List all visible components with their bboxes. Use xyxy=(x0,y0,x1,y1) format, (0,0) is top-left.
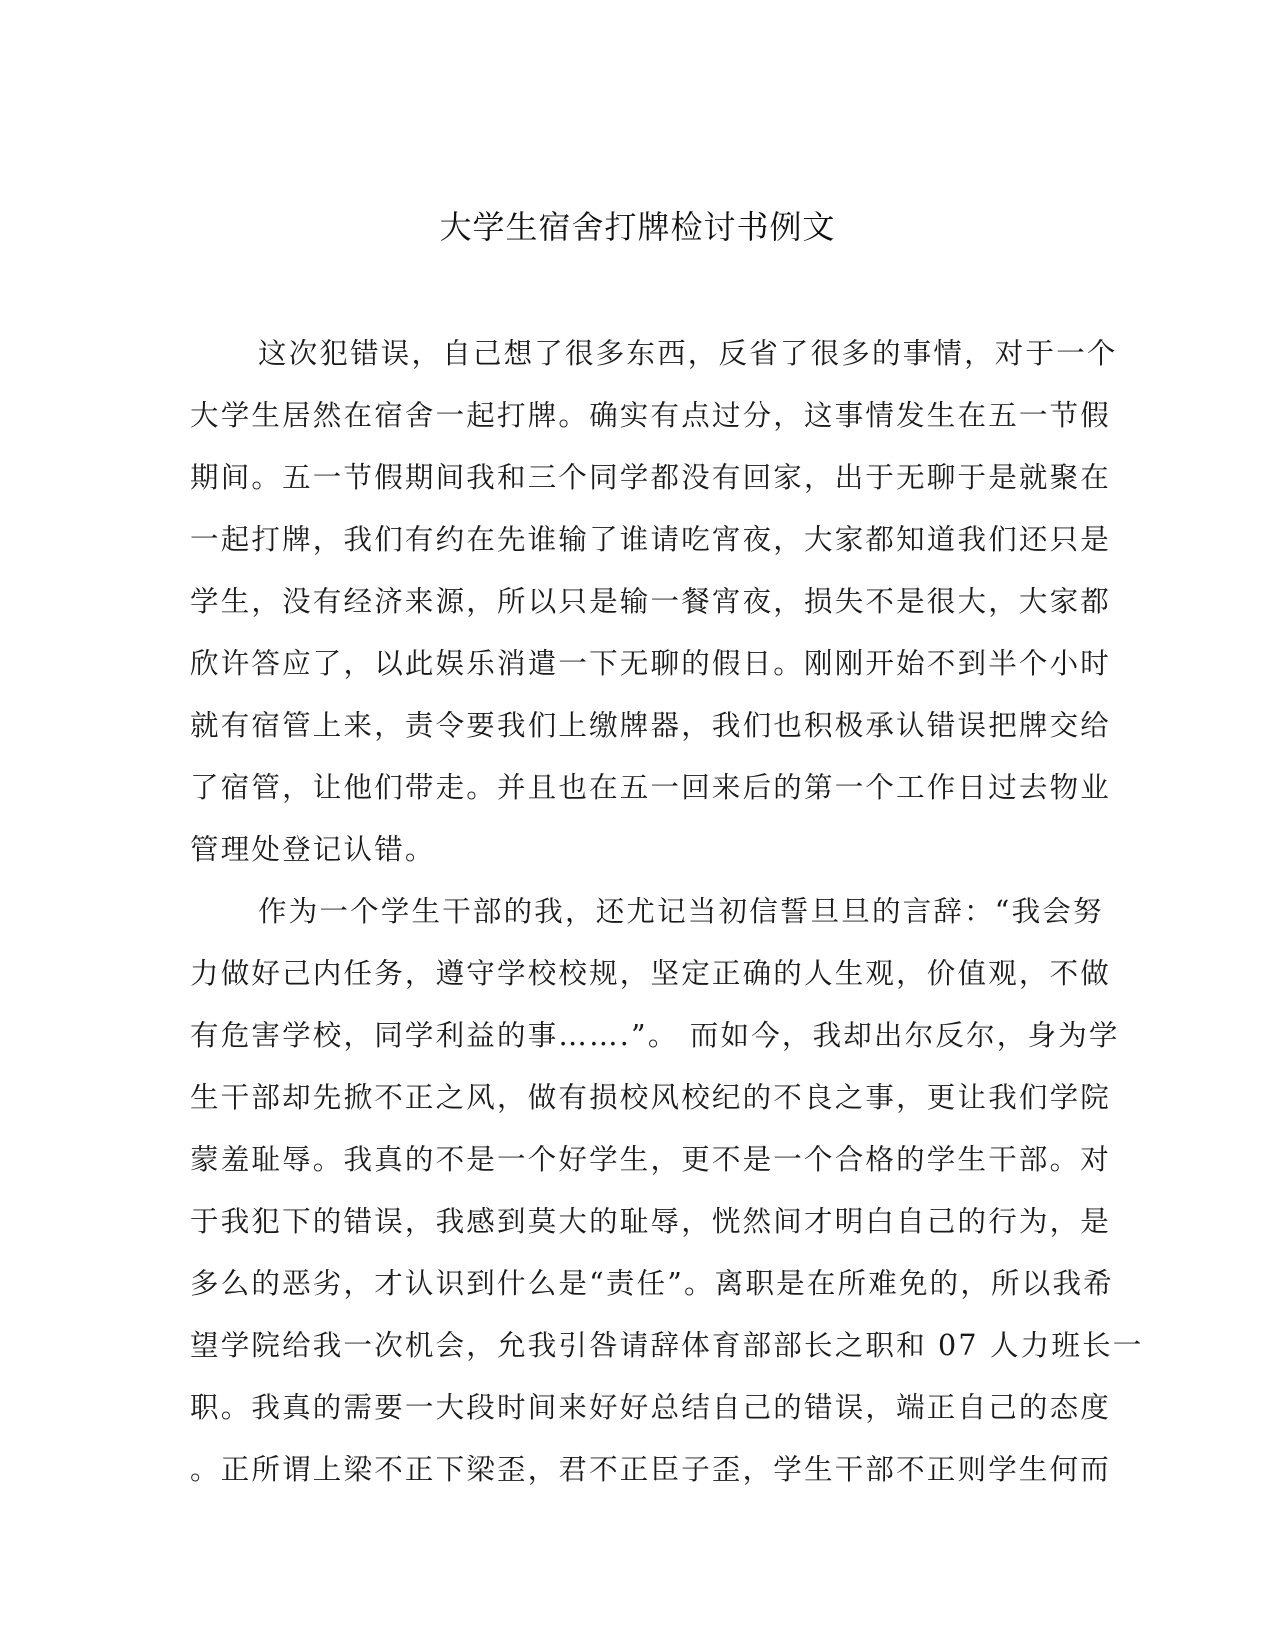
paragraph-2-line-3: 有危害学校，同学利益的事…….”。 而如今，我却出尔反尔，身为学 xyxy=(190,1019,1120,1052)
paragraph-2-line-6: 于我犯下的错误，我感到莫大的耻辱，恍然间才明白自己的行为，是 xyxy=(190,1205,1112,1238)
paragraph-2-line-4: 生干部却先掀不正之风，做有损校风校纪的不良之事，更让我们学院 xyxy=(190,1081,1112,1114)
paragraph-1-line-8: 了宿管，让他们带走。并且也在五一回来后的第一个工作日过去物业 xyxy=(190,771,1112,804)
paragraph-1-line-7: 就有宿管上来，责令要我们上缴牌器，我们也积极承认错误把牌交给 xyxy=(190,709,1112,742)
paragraph-1-line-2: 大学生居然在宿舍一起打牌。确实有点过分，这事情发生在五一节假 xyxy=(190,399,1112,432)
paragraph-2-line-2: 力做好己内任务，遵守学校校规，坚定正确的人生观，价值观，不做 xyxy=(190,957,1112,990)
paragraph-2-line-10: 。正所谓上梁不正下梁歪，君不正臣子歪，学生干部不正则学生何而 xyxy=(190,1453,1112,1486)
paragraph-1-line-3: 期间。五一节假期间我和三个同学都没有回家，出于无聊于是就聚在 xyxy=(190,461,1112,494)
paragraph-1-line-5: 学生，没有经济来源，所以只是输一餐宵夜，损失不是很大，大家都 xyxy=(190,585,1112,618)
paragraph-1-line-6: 欣许答应了，以此娱乐消遣一下无聊的假日。刚刚开始不到半个小时 xyxy=(190,647,1112,680)
document-title: 大学生宿舍打牌检讨书例文 xyxy=(439,208,836,246)
document-body xyxy=(190,330,1144,1508)
paragraph-2-line-5: 蒙羞耻辱。我真的不是一个好学生，更不是一个合格的学生干部。对 xyxy=(190,1143,1112,1176)
paragraph-2-line-8: 望学院给我一次机会，允我引咎请辞体育部部长之职和 07 人力班长一 xyxy=(190,1329,1144,1362)
paragraph-2-line-7: 多么的恶劣，才认识到什么是“责任”。离职是在所难免的，所以我希 xyxy=(190,1267,1114,1300)
paragraph-1-line-1: 这次犯错误，自己想了很多东西，反省了很多的事情，对于一个 xyxy=(258,337,1118,370)
paragraph-1-line-4: 一起打牌，我们有约在先谁输了谁请吃宵夜，大家都知道我们还只是 xyxy=(190,523,1112,556)
paragraph-2-line-1: 作为一个学生干部的我，还尤记当初信誓旦旦的言辞：“我会努 xyxy=(258,895,1104,928)
paragraph-2-line-9: 职。我真的需要一大段时间来好好总结自己的错误，端正自己的态度 xyxy=(190,1391,1112,1424)
paragraph-1-line-9: 管理处登记认错。 xyxy=(190,833,436,866)
